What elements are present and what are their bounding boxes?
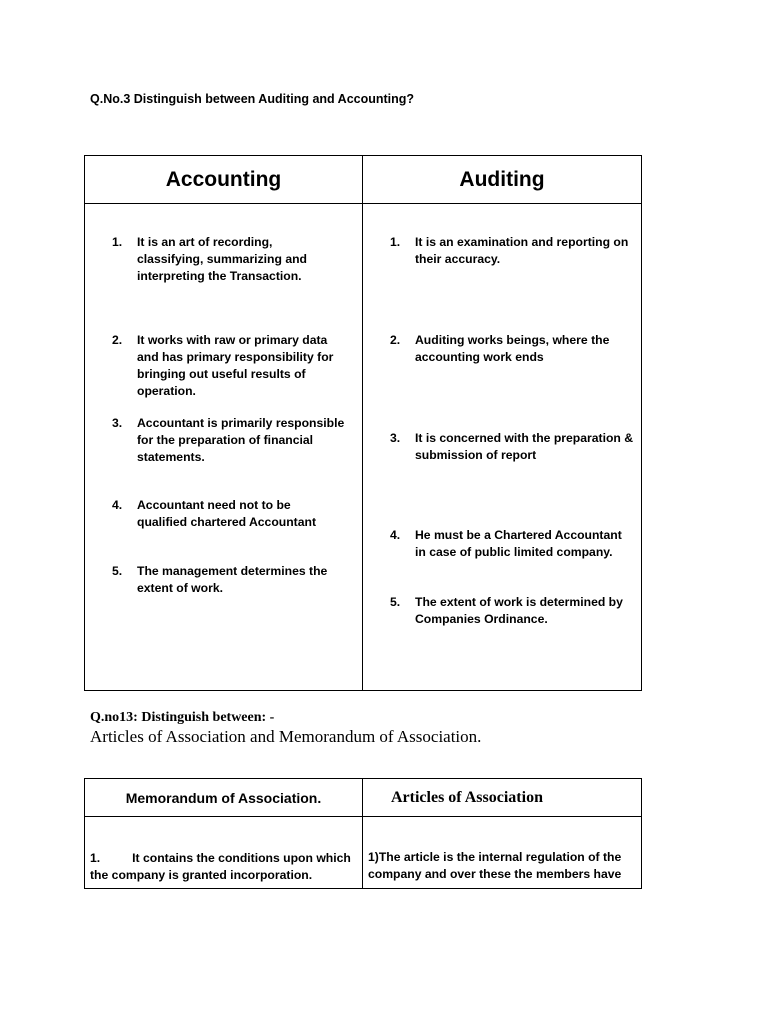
auditing-header: Auditing <box>363 156 642 204</box>
articles-cell <box>363 817 642 889</box>
auditing-item: 3. It is concerned with the preparation & submission of report <box>390 431 634 462</box>
memorandum-vs-articles-table <box>84 778 642 889</box>
articles-header: Articles of Association <box>363 779 642 817</box>
accounting-item: 5. The management determines the extent of work. <box>112 564 328 595</box>
memorandum-item <box>90 850 358 884</box>
accounting-vs-auditing-table <box>84 155 642 691</box>
auditing-item: 1. It is an examination and reporting on their accuracy. <box>390 235 629 266</box>
accounting-item: 3. Accountant is primarily responsible for the preparation of financial statements. <box>112 416 345 464</box>
auditing-item: 5. The extent of work is determined by Companies Ordinance. <box>390 595 623 626</box>
articles-item: 1)The article is the internal regulation of the company and over these the members have <box>368 850 622 881</box>
memorandum-cell <box>85 817 363 889</box>
memorandum-header: Memorandum of Association. <box>85 779 363 817</box>
accounting-column <box>85 204 363 691</box>
question-13-subtitle: Articles of Association and Memorandum of Association. <box>90 727 482 746</box>
accounting-item: 1. It is an art of recording, classifying, summarizing and interpreting the Transaction. <box>112 235 307 283</box>
memorandum-item-number: 1. <box>90 851 101 865</box>
auditing-item: 2. Auditing works beings, where the accounting work ends <box>390 333 610 364</box>
auditing-item: 4. He must be a Chartered Accountant in case of public limited company. <box>390 528 622 559</box>
question-13-title: Q.no13: Distinguish between: - <box>90 710 275 725</box>
accounting-header: Accounting <box>85 156 363 204</box>
accounting-item: 4. Accountant need not to be qualified chartered Accountant <box>112 498 317 529</box>
memorandum-item-text: It contains the conditions upon which the company is granted incorporation. <box>90 851 351 882</box>
question-3-title: Q.No.3 Distinguish between Auditing and Accounting? <box>90 92 415 106</box>
auditing-column <box>363 204 642 691</box>
accounting-item: 2. It works with raw or primary data and has primary responsibility for bringing out useful results of operation. <box>112 333 334 398</box>
